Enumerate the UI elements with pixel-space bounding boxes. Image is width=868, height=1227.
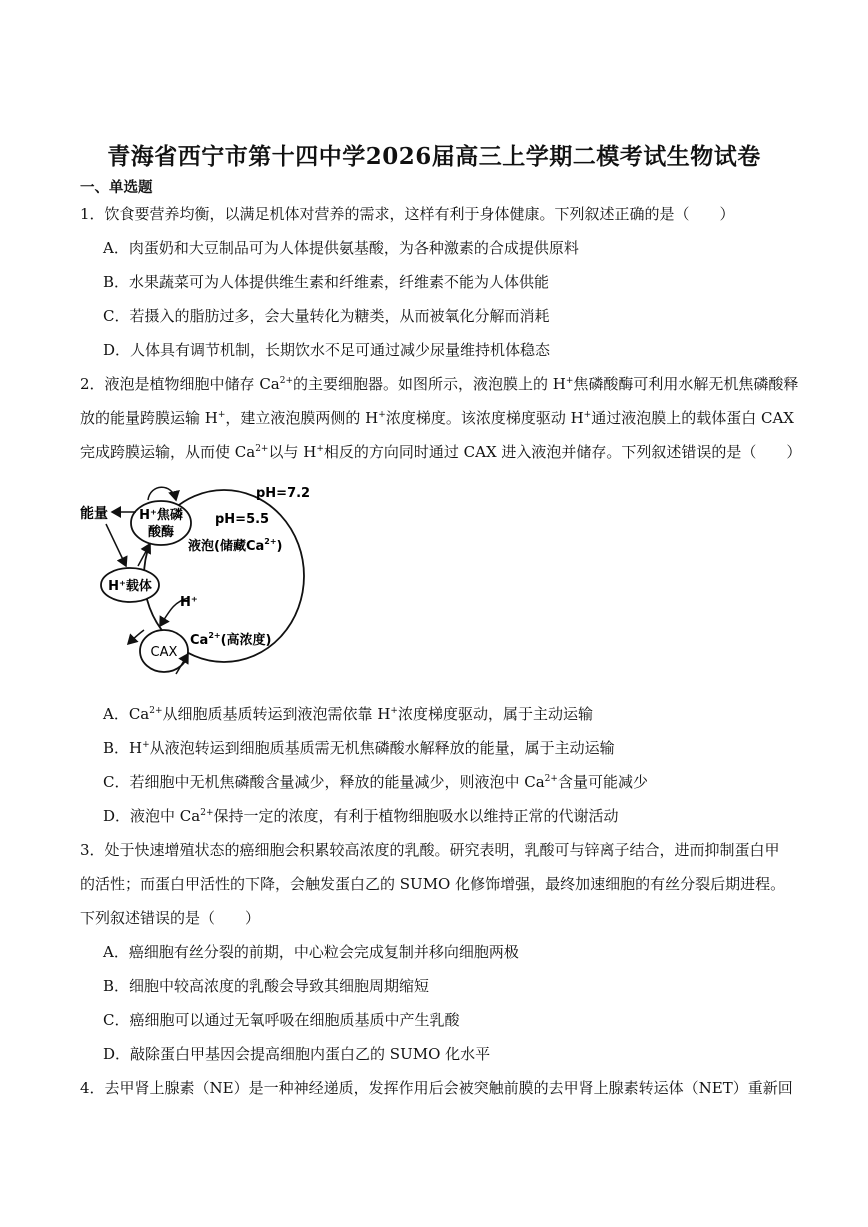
carrier-to-enzyme-arrow [138, 544, 150, 566]
vacuole-diagram-svg [78, 478, 318, 688]
section-heading: 一、单选题 [80, 179, 153, 196]
enzyme-label-line-2: 酸酶 [147, 525, 175, 540]
q2-option-c[interactable]: C．若细胞中无机焦磷酸含量减少，释放的能量减少，则液泡中 $Ca^{2+}$含量可能减少 [103, 773, 648, 791]
ph-inner-label: pH=5.5 [215, 512, 270, 527]
ca-label: $Ca^{2+}$(高浓度) [190, 631, 272, 648]
q1-option-c[interactable]: C．若摄入的脂肪过多，会大量转化为糖类，从而被氧化分解而消耗 [103, 307, 550, 325]
q1-stem: 1．饮食要营养均衡，以满足机体对营养的需求，这样有利于身体健康。下列叙述正确的是（ ） [80, 205, 735, 223]
q3-option-b[interactable]: B．细胞中较高浓度的乳酸会导致其细胞周期缩短 [103, 977, 430, 995]
energy-label: 能量 [80, 506, 108, 522]
ph-outer-label: pH=7.2 [256, 486, 311, 501]
enzyme-label-line-1: H⁺焦磷 [139, 508, 183, 523]
q4-stem-line-1: 4．去甲肾上腺素（NE）是一种神经递质，发挥作用后会被突触前膜的去甲肾上腺素转运体（NET）重新回 [80, 1079, 793, 1097]
q3-option-c[interactable]: C．癌细胞可以通过无氧呼吸在细胞质基质中产生乳酸 [103, 1011, 460, 1029]
enzyme-top-arrow [148, 487, 176, 500]
q2-option-d[interactable]: D．液泡中 $Ca^{2+}$保持一定的浓度，有利于植物细胞吸水以维持正常的代谢活动 [103, 807, 619, 825]
q2-stem-line-2: 放的能量跨膜运输 H+，建立液泡膜两侧的 H+浓度梯度。该浓度梯度驱动 H+通过液泡膜上的载体蛋白 CAX [80, 409, 794, 427]
energy-to-carrier-arrow [106, 524, 126, 566]
page-title: 青海省西宁市第十四中学2026届高三上学期二模考试生物试卷 [107, 143, 761, 170]
q3-stem-line-1: 3．处于快速增殖状态的癌细胞会积累较高浓度的乳酸。研究表明，乳酸可与锌离子结合，进而抑制蛋白甲 [80, 841, 780, 859]
h-plus-label: H⁺ [180, 595, 198, 610]
q1-option-d[interactable]: D．人体具有调节机制，长期饮水不足可通过减少尿量维持机体稳态 [103, 341, 551, 359]
q3-stem-line-2: 的活性；而蛋白甲活性的下降，会触发蛋白乙的 SUMO 化修饰增强，最终加速细胞的有丝分裂后期进程。 [80, 875, 786, 893]
q3-stem-line-3: 下列叙述错误的是（ ） [80, 909, 261, 927]
q2-option-a[interactable]: A．$Ca^{2+}$从细胞质基质转运到液泡需依靠 H+浓度梯度驱动，属于主动运输 [103, 705, 593, 723]
vacuole-label: 液泡(储藏$Ca^{2+}$) [188, 537, 283, 554]
cax-label: CAX [150, 645, 178, 660]
q3-option-a[interactable]: A．癌细胞有丝分裂的前期，中心粒会完成复制并移向细胞两极 [103, 943, 519, 961]
q2-stem-line-1: 2．液泡是植物细胞中储存 $Ca^{2+}$的主要细胞器。如图所示，液泡膜上的 H+焦磷酸酶可利用水解无机焦磷酸释 [80, 375, 799, 393]
vacuole-diagram [78, 478, 318, 688]
q1-option-a[interactable]: A．肉蛋奶和大豆制品可为人体提供氨基酸，为各种激素的合成提供原料 [103, 239, 579, 257]
carrier-label: H⁺载体 [108, 579, 152, 594]
q1-option-b[interactable]: B．水果蔬菜可为人体提供维生素和纤维素，纤维素不能为人体供能 [103, 273, 550, 291]
q3-option-d[interactable]: D．敲除蛋白甲基因会提高细胞内蛋白乙的 SUMO 化水平 [103, 1045, 491, 1063]
q2-stem-line-3: 完成跨膜运输，从而使 $Ca^{2+}$以与 H+相反的方向同时通过 CAX 进入液泡并储存。下列叙述错误的是（ ） [80, 443, 802, 461]
q2-option-b[interactable]: B．H+从液泡转运到细胞质基质需无机焦磷酸水解释放的能量，属于主动运输 [103, 739, 615, 757]
